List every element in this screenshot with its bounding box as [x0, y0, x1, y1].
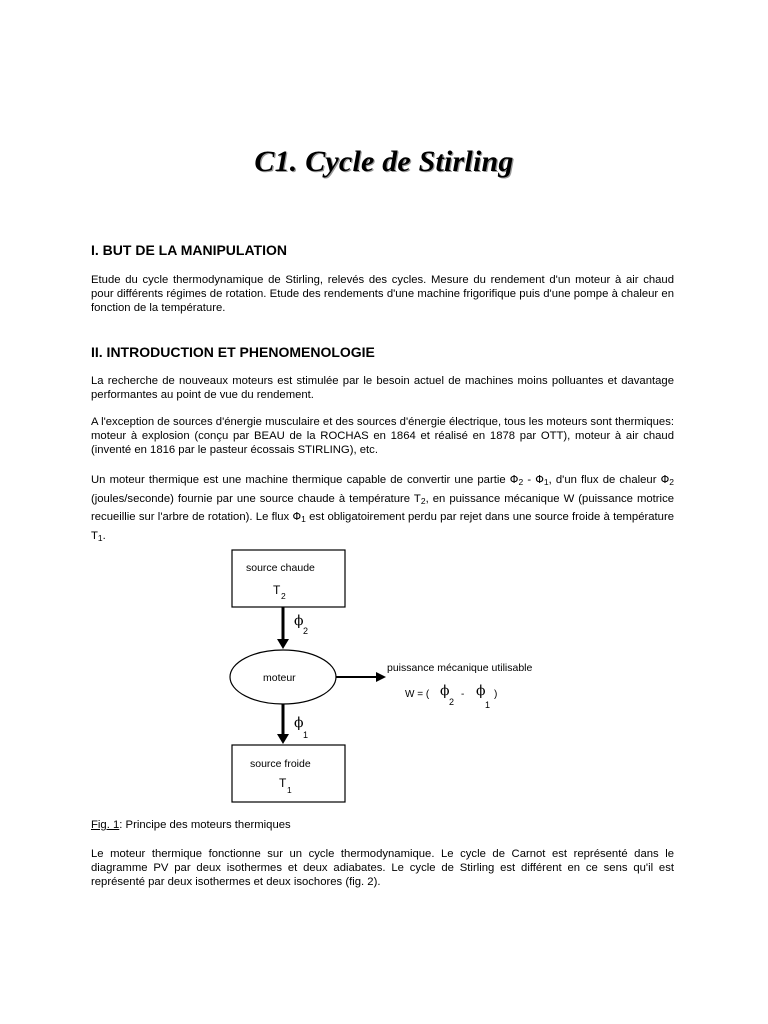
paragraph-text: Le moteur thermique fonctionne sur un cycle thermodynamique. Le cycle de Carnot est représenté dans le diagramme PV par deux isothermes et deux adiabates. Le cycle de Stirling est différent en ce sens qu'il est représenté par deux isothermes et deux isochores (fig. 2).	[91, 848, 674, 888]
p3-part3: , d'un flux de chaleur	[548, 474, 661, 486]
w-equation-start: W = (	[405, 689, 430, 700]
figure-caption-text: : Principe des moteurs thermiques	[119, 819, 291, 831]
p3-part6: est obligatoirement perdu par rejet dans une source froide à température T	[91, 511, 674, 542]
p3-part1: Un moteur thermique est une machine thermique capable de convertir une partie	[91, 474, 510, 486]
source-chaude-box	[232, 550, 345, 607]
arrow-phi1-head	[277, 734, 289, 744]
sub-1: 1	[543, 477, 549, 487]
document-title: C1. Cycle de Stirling	[254, 145, 514, 178]
intro-paragraph-4	[91, 847, 674, 889]
p3-part5: , en puissance mécanique W (puissance motrice recueillie sur l'arbre de rotation). Le flux	[91, 492, 674, 523]
phi-symbol: Φ	[292, 510, 302, 523]
arrow-phi2-head	[277, 639, 289, 649]
arrow-w-head	[376, 672, 386, 682]
sub-2: 2	[669, 477, 674, 487]
figure-label: Fig. 1	[91, 819, 120, 831]
sub-2: 2	[518, 477, 524, 487]
p3-part7: .	[102, 529, 106, 542]
phi-symbol: Φ	[509, 473, 519, 486]
p3-part2: -	[523, 474, 536, 486]
section-heading-but: I. BUT DE LA MANIPULATION	[91, 242, 287, 258]
phi-symbol: Φ	[660, 473, 670, 486]
section-heading-introduction: II. INTRODUCTION ET PHENOMENOLOGIE	[91, 344, 375, 360]
puissance-label: puissance mécanique utilisable	[387, 662, 533, 674]
phi2-subscript: 2	[303, 626, 309, 636]
phi1-subscript: 1	[303, 730, 309, 740]
phi2-symbol: ϕ	[294, 613, 304, 629]
source-chaude-label: source chaude	[246, 562, 315, 574]
t-hot-label: T	[273, 583, 281, 597]
paragraph-text: La recherche de nouveaux moteurs est stimulée par le besoin actuel de machines moins polluantes et davantage performantes au point de vue du rendement.	[91, 375, 674, 401]
t-hot-subscript: 2	[281, 591, 286, 601]
sub-1: 1	[97, 532, 103, 543]
paragraph-text: Etude du cycle thermodynamique de Stirling, relevés des cycles. Mesure du rendement d'un moteur à air chaud pour différents régimes de rotation. Etude des rendements d'une machine frigorifique puis d'une pompe à chaleur en fonction de la température.	[91, 274, 674, 314]
w-phi1-subscript: 1	[485, 700, 491, 710]
source-froide-label: source froide	[250, 758, 311, 770]
sub-2: 2	[420, 495, 426, 506]
w-phi1-symbol: ϕ	[476, 683, 486, 699]
sub-1: 1	[301, 514, 306, 524]
t-cold-subscript: 1	[287, 785, 292, 795]
moteur-label: moteur	[263, 672, 296, 684]
figure-1-caption	[91, 819, 291, 831]
paragraph-text: A l'exception de sources d'énergie musculaire et des sources d'énergie électrique, tous les moteurs sont thermiques: moteur à explosion (conçu par BEAU de la ROCHAS en 1864 et réalisé en 1878 par OTT), moteur à air chaud (inventé en 1816 par le pasteur écossais STIRLING), etc.	[91, 416, 674, 456]
phi-symbol: Φ	[535, 473, 544, 486]
w-phi2-subscript: 2	[449, 697, 455, 707]
t-cold-label: T	[279, 776, 287, 790]
w-phi2-symbol: ϕ	[440, 683, 450, 699]
phi1-symbol: ϕ	[294, 715, 304, 731]
w-minus: -	[461, 689, 465, 700]
p3-part4: (joules/seconde) fournie par une source chaude à température T	[91, 492, 421, 505]
w-close-paren: )	[494, 689, 498, 700]
